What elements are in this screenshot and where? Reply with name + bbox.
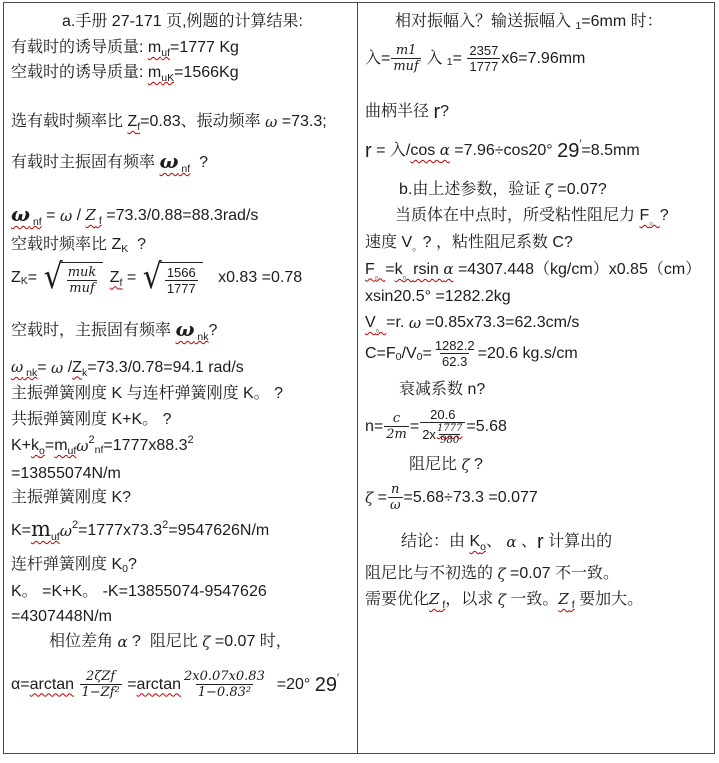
text-token: =: [385, 260, 395, 278]
text-token: ω: [59, 522, 72, 540]
text-token: f: [95, 215, 102, 227]
text-line: [11, 631, 354, 653]
text-line: [365, 139, 711, 162]
text-token: uf: [67, 445, 77, 457]
formula-group: [31, 519, 60, 543]
text-token: r: [537, 531, 544, 553]
text-line: [11, 554, 354, 576]
formula-group: [110, 267, 123, 289]
text-token: xsin20.5° =1282.2kg: [365, 288, 511, 305]
calculation-table: [3, 2, 715, 754]
text-token: uf: [50, 531, 60, 543]
formula-group: [72, 357, 87, 379]
formula-group: [410, 139, 449, 162]
text-line: [365, 407, 711, 446]
text-line: [365, 312, 711, 334]
text-line: [11, 356, 354, 379]
text-token: ?: [659, 207, 669, 224]
text-token: 主振弹簧刚度 K?: [11, 489, 132, 506]
text-token: Z: [11, 268, 21, 286]
text-token: nf: [178, 163, 191, 175]
text-token: ? 阻尼比: [127, 633, 203, 650]
text-token: 1: [575, 19, 582, 32]
text-token: r: [433, 101, 441, 123]
text-token: 连杆弹簧刚度 K: [11, 556, 123, 573]
text-token: =4307.448（kg/cm）x0.85（cm）: [453, 260, 702, 278]
fraction: $\frac{m1}{\text{muf}}$: [393, 43, 419, 74]
text-token: =: [41, 206, 60, 224]
text-token: cos: [410, 142, 440, 159]
text-token: 空载时的诱导质量:: [11, 64, 148, 81]
text-token: x0.83 =0.78: [204, 268, 303, 286]
text-token: ω: [76, 437, 89, 455]
right-column: [358, 3, 714, 753]
text-token: nf: [30, 216, 42, 228]
text-token: 要加大。: [574, 590, 644, 608]
formula-group: [639, 205, 659, 227]
text-token: Z: [109, 268, 120, 286]
text-line: [365, 232, 711, 254]
fraction: $\frac{2357}{1777}$: [469, 43, 499, 74]
formula-group: [31, 435, 45, 457]
text-token: ζ: [544, 181, 553, 199]
formula-group: [175, 318, 208, 343]
text-token: r: [365, 139, 372, 162]
text-token: K: [121, 242, 129, 255]
text-token: =7.96÷cos20°: [449, 141, 558, 159]
text-token: ，以求: [445, 590, 498, 608]
text-line: [365, 258, 711, 281]
text-token: 2: [71, 518, 79, 531]
text-line: [11, 435, 354, 457]
text-token: ?: [128, 236, 147, 253]
text-token: k: [394, 261, 403, 278]
text-token: K: [20, 275, 28, 288]
fraction: $\frac{\text{2ζZf}}{\text{1−Zf²}}$: [81, 669, 120, 700]
text-token: [74, 674, 78, 696]
text-token: Z: [558, 590, 569, 608]
formula-group: [11, 203, 42, 228]
text-token: ? ，粘性阻尼系数 C?: [422, 234, 573, 251]
fraction: $\frac{2x0.07x0.83}{\text{1−0.83²}}$: [184, 669, 265, 700]
text-token: f: [568, 599, 575, 611]
text-token: 有载时主振固有频率: [11, 153, 160, 171]
text-token: 2: [162, 518, 169, 531]
text-token: n=: [365, 417, 384, 435]
text-token: =0.83、振动频率: [140, 113, 266, 130]
text-token: =8.5mm: [581, 141, 640, 159]
text-token: 当质体在中点时，所受粘性阻尼力: [395, 207, 640, 224]
text-token: f: [439, 599, 446, 611]
text-line: [365, 531, 711, 553]
text-token: =13855074N/m: [11, 465, 121, 482]
text-token: o: [480, 541, 486, 553]
text-token: 0: [122, 562, 128, 575]
text-line: [11, 234, 354, 256]
text-token: ω: [51, 358, 64, 377]
text-token: Z: [429, 590, 440, 608]
text-token: =0.07 不一致。: [505, 565, 619, 582]
text-token: 。: [375, 322, 387, 334]
text-line: [11, 487, 354, 509]
text-token: ω: [159, 149, 179, 173]
text-token: x6=7.96mm: [501, 49, 586, 67]
text-token: 2: [187, 433, 194, 446]
text-token: m: [31, 517, 51, 541]
text-line: [365, 101, 711, 123]
text-token: 入=: [365, 49, 391, 67]
text-token: =: [409, 417, 420, 435]
text-line: [11, 111, 354, 133]
text-token: ω: [59, 206, 73, 225]
text-line: [365, 11, 711, 33]
fraction: $\frac{n}{\omega}$: [389, 482, 401, 513]
text-token: =: [422, 344, 432, 362]
fraction: 20.6 2x $\frac{1777}{980}$: [420, 407, 465, 446]
text-token: k: [31, 437, 40, 454]
text-token: k: [81, 366, 88, 379]
text-token: =1777 Kg: [170, 39, 239, 56]
radical: √ $\frac{\text{muk}}{\text{muf}}$: [44, 259, 104, 296]
text-token: K+: [11, 437, 32, 454]
text-token: ζ: [365, 488, 374, 507]
text-token: m: [147, 39, 162, 56]
text-token: rsin: [413, 261, 444, 278]
text-token: f: [137, 121, 141, 133]
text-token: ′: [336, 672, 340, 684]
text-token: 0: [395, 351, 402, 364]
formula-group: [395, 258, 454, 281]
text-token: =: [373, 488, 387, 506]
text-token: ω: [11, 358, 24, 376]
text-token: ?: [208, 321, 218, 339]
text-token: 。: [374, 268, 386, 281]
formula-group: [86, 204, 102, 227]
text-token: =1777x88.3: [103, 437, 188, 454]
text-token: =4307448N/m: [11, 608, 112, 625]
text-token: =9547626N/m: [168, 522, 270, 539]
text-token: m: [147, 64, 162, 81]
formula-group: [148, 62, 174, 84]
text-token: 主振弹簧刚度 K 与连杆弹簧刚度 K。 ?: [11, 385, 284, 402]
text-token: = 入/: [371, 141, 411, 159]
text-token: α: [443, 260, 454, 278]
text-token: ζ: [202, 633, 211, 651]
text-token: 入: [421, 49, 447, 67]
text-line: [365, 338, 711, 369]
formula-group: [11, 356, 37, 379]
text-token: ?: [127, 556, 137, 573]
text-token: nf: [94, 443, 104, 456]
text-token: /: [63, 358, 73, 376]
text-token: arctan: [136, 675, 182, 693]
formula-group: [159, 150, 190, 175]
text-token: α: [117, 633, 128, 651]
text-token: =: [27, 268, 42, 286]
text-token: α: [506, 533, 517, 551]
text-token: 衰减系数 n?: [399, 381, 486, 398]
text-token: =5.68: [466, 417, 507, 435]
text-token: 相位差角: [49, 633, 118, 650]
text-line: [11, 11, 354, 33]
formula-group: [365, 312, 386, 334]
text-token: =: [44, 437, 55, 454]
text-line: [365, 454, 711, 476]
text-token: uf: [161, 47, 170, 59]
text-token: 29: [557, 139, 580, 162]
text-token: 。: [412, 240, 423, 253]
formula-group: [558, 588, 574, 611]
text-token: 。: [649, 215, 660, 227]
text-token: 1: [446, 56, 453, 69]
text-token: 计算出的: [543, 533, 613, 550]
text-token: 、: [516, 533, 538, 550]
text-line: [365, 379, 711, 401]
text-token: α=: [11, 675, 30, 693]
text-token: K。 =K+K。 -K=13855074-9547626: [11, 583, 267, 600]
formula-group: [365, 259, 385, 281]
text-token: 空载时，主振固有频率: [11, 321, 176, 339]
text-line: [11, 62, 354, 84]
text-line: [11, 606, 354, 628]
text-token: 、: [485, 533, 507, 550]
text-token: K=: [11, 522, 32, 539]
text-token: =0.07 时，: [210, 633, 292, 650]
formula-group: [54, 435, 76, 457]
text-line: [365, 588, 711, 611]
text-token: 空载时频率比 Z: [11, 236, 122, 253]
text-token: =6mm 时：: [581, 13, 663, 30]
text-token: ω: [175, 317, 195, 341]
text-token: 0: [416, 351, 423, 364]
formula-group: [469, 531, 486, 553]
text-token: uK: [161, 72, 175, 84]
text-token: ζ: [497, 590, 506, 609]
formula-group: [429, 588, 445, 611]
text-token: F: [639, 207, 650, 224]
text-token: ′: [579, 138, 582, 150]
text-token: =: [452, 49, 467, 67]
text-line: [11, 463, 354, 485]
text-line: [11, 409, 354, 431]
formula-group: [30, 674, 74, 696]
fraction: $\frac{1282.2}{62.3}$: [434, 338, 475, 369]
text-line: [11, 669, 354, 700]
text-token: 29: [314, 673, 337, 696]
text-line: [11, 150, 354, 175]
text-token: =0.85x73.3=62.3cm/s: [421, 314, 580, 331]
text-token: 2: [88, 433, 95, 446]
text-token: b.由上述参数，验证: [399, 181, 545, 198]
text-line: [365, 482, 711, 513]
text-line: [11, 37, 354, 59]
text-line: [11, 383, 354, 405]
text-line: [11, 581, 354, 603]
text-token: 有载时的诱导质量:: [11, 39, 148, 56]
text-line: [365, 43, 711, 74]
text-token: ?: [190, 153, 208, 171]
text-token: 共振弹簧刚度 K+K。 ?: [11, 411, 172, 428]
formula-group: [127, 111, 140, 133]
text-line: [365, 563, 711, 585]
text-token: =1566Kg: [174, 64, 239, 81]
text-token: =: [37, 358, 52, 376]
text-token: a.手册 27-171 页,例题的计算结果:: [62, 13, 303, 30]
text-line: [11, 256, 354, 297]
left-column: [4, 3, 358, 753]
text-line: [365, 286, 711, 308]
text-token: arctan: [29, 675, 75, 693]
text-token: /: [72, 206, 86, 224]
text-token: =20°: [267, 675, 315, 693]
text-token: 结论：由: [401, 533, 470, 550]
text-token: ?: [469, 456, 483, 473]
text-line: [365, 205, 711, 227]
text-token: nk: [194, 331, 209, 343]
text-token: 相对振幅入？输送振幅入: [395, 13, 576, 30]
text-token: α: [439, 141, 450, 159]
text-token: Z: [85, 206, 96, 224]
text-token: o: [39, 445, 45, 457]
text-token: =73.3/0.78=94.1 rad/s: [87, 358, 244, 376]
text-token: =: [122, 268, 141, 286]
text-token: 阻尼比: [409, 456, 462, 473]
text-token: /V: [401, 344, 417, 362]
radical: √ $\frac{1566}{1777}$: [143, 259, 203, 296]
text-token: =5.68÷73.3 =0.077: [403, 488, 538, 506]
text-token: 。: [402, 269, 414, 281]
text-token: f: [119, 276, 123, 289]
text-token: 需要优化: [365, 590, 430, 608]
text-token: =r.: [386, 314, 409, 331]
text-token: m: [54, 437, 68, 454]
formula-group: [137, 674, 181, 696]
text-token: Z: [72, 358, 82, 376]
fraction: $\frac{c}{2m}$: [386, 411, 407, 442]
text-token: =73.3/0.88=88.3rad/s: [101, 206, 259, 224]
text-token: =73.3;: [277, 113, 327, 130]
text-token: nk: [23, 367, 38, 379]
text-token: 阻尼比与不初选的: [365, 565, 498, 582]
text-token: 速度 V: [365, 234, 413, 251]
text-token: ζ: [461, 456, 470, 474]
text-line: [11, 318, 354, 343]
text-token: C=F: [365, 344, 396, 362]
text-token: Z: [127, 113, 138, 130]
text-token: ω: [408, 314, 422, 332]
text-token: K: [469, 533, 481, 550]
text-token: F: [365, 260, 375, 278]
text-token: ω: [11, 202, 31, 226]
text-token: =1777x73.3: [78, 522, 163, 539]
formula-group: [148, 37, 170, 59]
text-token: ζ: [497, 565, 506, 583]
text-line: [365, 179, 711, 201]
text-line: [11, 519, 354, 543]
text-token: 一致。: [505, 590, 559, 608]
text-token: 选有载时频率比: [11, 113, 128, 130]
text-token: V: [365, 314, 376, 331]
text-token: ω: [265, 113, 278, 131]
text-token: =20.6 kg.s/cm: [477, 344, 578, 362]
text-token: ?: [440, 103, 450, 120]
text-token: 曲柄半径: [365, 103, 434, 120]
text-token: =0.07?: [552, 181, 607, 198]
text-line: [11, 203, 354, 228]
text-token: =: [122, 675, 137, 693]
